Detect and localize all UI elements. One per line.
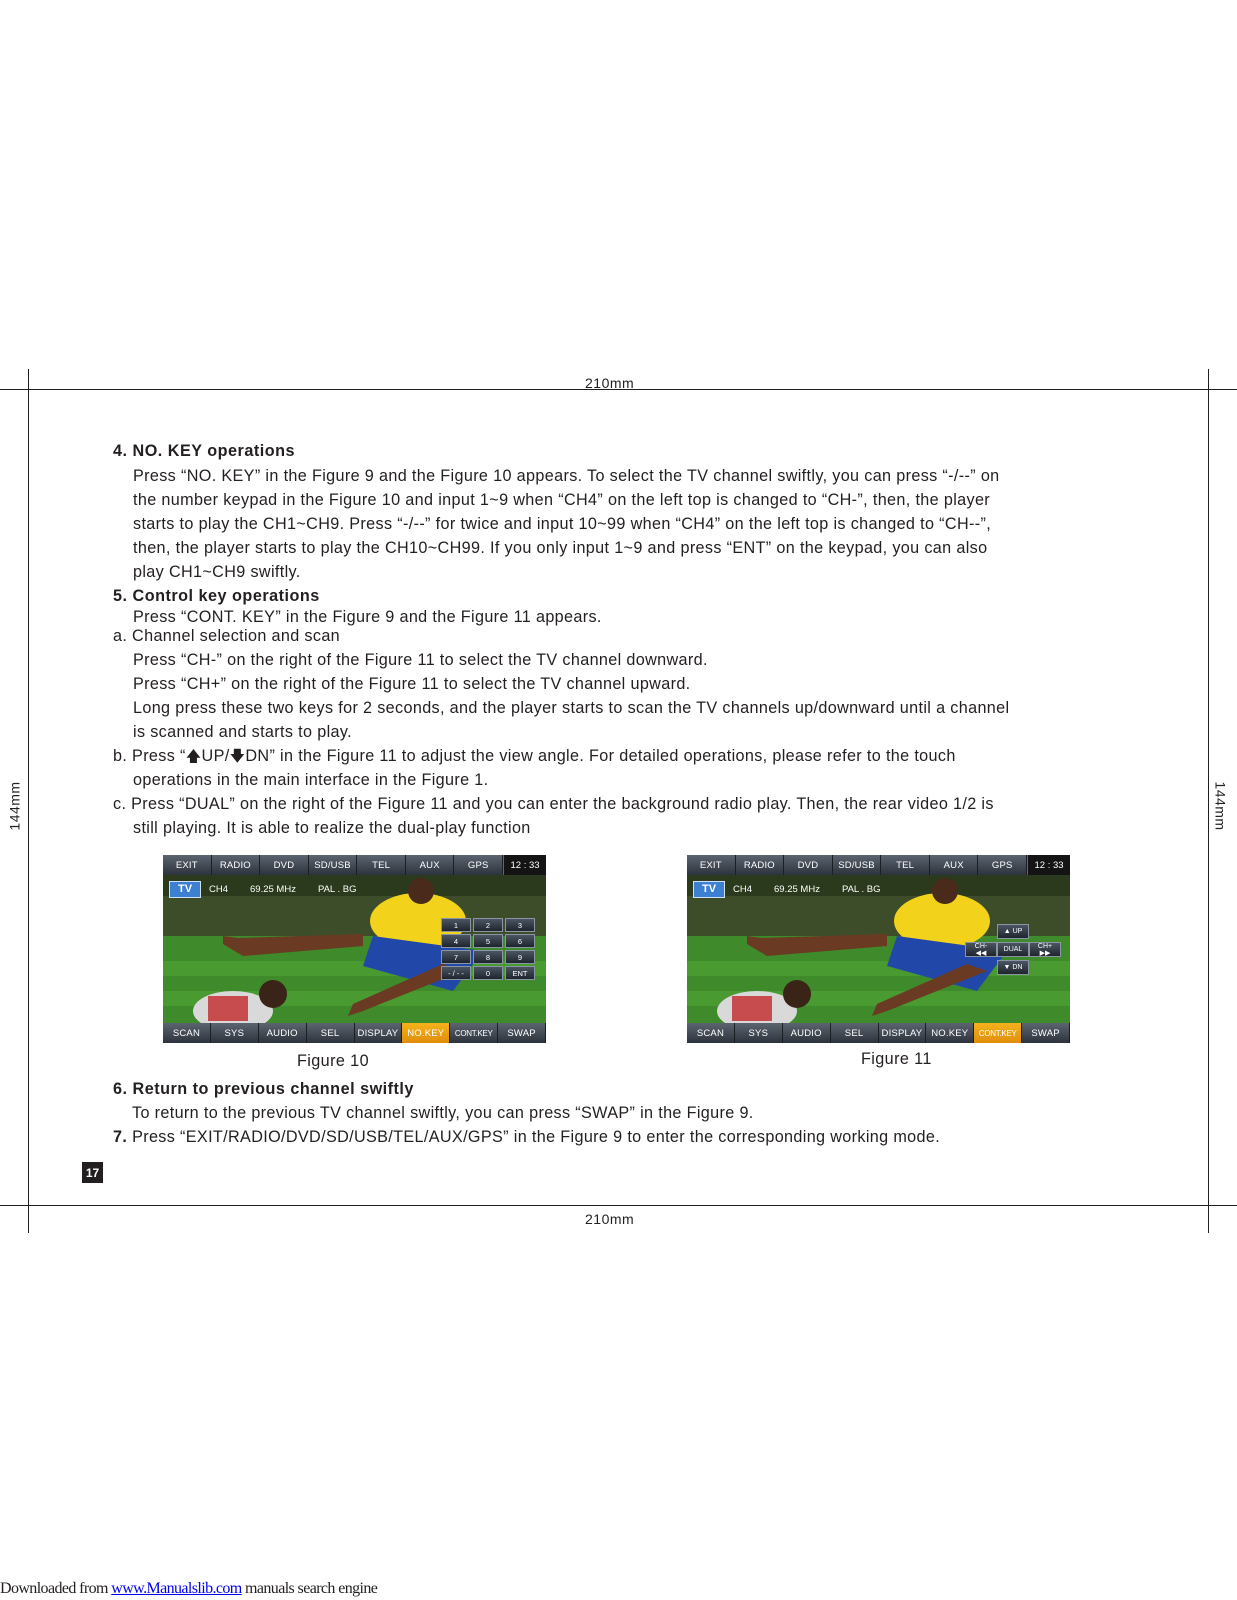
exit-button[interactable]: EXIT bbox=[163, 855, 212, 875]
key-9[interactable]: 9 bbox=[505, 950, 535, 964]
tel-button[interactable]: TEL bbox=[357, 855, 406, 875]
key-dash[interactable]: - / - - bbox=[441, 966, 471, 980]
ch-plus-button[interactable] bbox=[1029, 942, 1061, 957]
rewind-icon: ◀◀ bbox=[975, 949, 987, 957]
figure-11-caption: Figure 11 bbox=[861, 1050, 932, 1068]
footer-suffix: manuals search engine bbox=[241, 1580, 378, 1597]
section-5a-line: Press “CH+” on the right of the Figure 11 to select the TV channel upward. bbox=[133, 675, 691, 693]
section-5a-title: a. Channel selection and scan bbox=[113, 627, 341, 645]
clock: 12 : 33 bbox=[1027, 855, 1070, 875]
section-5b-line bbox=[113, 744, 956, 769]
tv-info-bar bbox=[693, 881, 903, 897]
sd-usb-button[interactable]: SD/USB bbox=[833, 855, 882, 875]
section-5a-line: Long press these two keys for 2 seconds, and the player starts to scan the TV channels up/downward until a channel bbox=[133, 699, 1010, 717]
manualslib-link[interactable]: www.Manualslib.com bbox=[111, 1580, 242, 1597]
section-5c-line2: still playing. It is able to realize the dual-play function bbox=[133, 819, 531, 837]
aux-button[interactable]: AUX bbox=[930, 855, 979, 875]
no-key-button[interactable]: NO.KEY bbox=[926, 1023, 974, 1043]
top-menu-bar bbox=[687, 855, 1070, 875]
audio-button[interactable]: AUDIO bbox=[783, 1023, 831, 1043]
section-5c-line1: c. Press “DUAL” on the right of the Figure 11 and you can enter the background radio play. Then, the rear video 1/2 is bbox=[113, 795, 994, 813]
section-5a-line: is scanned and starts to play. bbox=[133, 723, 352, 741]
section-4-line: starts to play the CH1~CH9. Press “-/--” for twice and input 10~99 when “CH4” on the left top is changed to “CH--”, bbox=[133, 515, 992, 533]
swap-button[interactable]: SWAP bbox=[498, 1023, 546, 1043]
bottom-rule bbox=[0, 1205, 1237, 1206]
section-4-line: Press “NO. KEY” in the Figure 9 and the Figure 10 appears. To select the TV channel swiftly, you can press “-/--” on bbox=[133, 467, 1000, 485]
key-3[interactable]: 3 bbox=[505, 918, 535, 932]
section-4-line: the number keypad in the Figure 10 and input 1~9 when “CH4” on the left top is changed to “CH-”, then, the player bbox=[133, 491, 991, 509]
frequency-label: 69.25 MHz bbox=[250, 883, 296, 895]
tv-logo: TV bbox=[693, 881, 725, 898]
section-6-line: To return to the previous TV channel swiftly, you can press “SWAP” in the Figure 9. bbox=[132, 1104, 754, 1122]
figure-10-screen bbox=[163, 855, 546, 1043]
section-5b-rest: DN” in the Figure 11 to adjust the view angle. For detailed operations, please refer to the touch bbox=[245, 747, 956, 765]
forward-icon: ▶▶ bbox=[1039, 949, 1051, 957]
sd-usb-button[interactable]: SD/USB bbox=[309, 855, 358, 875]
figure-11-screen bbox=[687, 855, 1070, 1043]
section-4-heading: 4. NO. KEY operations bbox=[113, 442, 296, 460]
system-label: PAL . BG bbox=[841, 883, 881, 895]
figure-10-caption: Figure 10 bbox=[297, 1052, 369, 1070]
no-key-button[interactable]: NO.KEY bbox=[402, 1023, 450, 1043]
sys-button[interactable]: SYS bbox=[211, 1023, 259, 1043]
arrow-up-icon: 🡅 bbox=[185, 748, 202, 765]
number-keypad bbox=[441, 918, 537, 980]
top-width-label: 210mm bbox=[585, 375, 635, 391]
section-4-line: then, the player starts to play the CH10~CH99. If you only input 1~9 and press “ENT” on the keypad, you can also bbox=[133, 539, 988, 557]
key-8[interactable]: 8 bbox=[473, 950, 503, 964]
gps-button[interactable]: GPS bbox=[454, 855, 503, 875]
page-number: 17 bbox=[82, 1162, 103, 1183]
section-7-text: Press “EXIT/RADIO/DVD/SD/USB/TEL/AUX/GPS” in the Figure 9 to enter the corresponding working mode. bbox=[132, 1128, 941, 1146]
up-button[interactable] bbox=[997, 924, 1029, 939]
section-5b-prefix: b. Press “ bbox=[113, 747, 186, 765]
section-5b-line2: operations in the main interface in the Figure 1. bbox=[133, 771, 489, 789]
scan-button[interactable]: SCAN bbox=[163, 1023, 211, 1043]
right-height-label: 144mm bbox=[1212, 781, 1229, 831]
bottom-menu-bar bbox=[163, 1023, 546, 1043]
section-4-line: play CH1~CH9 swiftly. bbox=[133, 563, 301, 581]
channel-label: CH4 bbox=[209, 883, 229, 895]
section-7-number: 7. bbox=[113, 1128, 128, 1146]
frequency-label: 69.25 MHz bbox=[774, 883, 820, 895]
scan-button[interactable]: SCAN bbox=[687, 1023, 735, 1043]
swap-button[interactable]: SWAP bbox=[1022, 1023, 1070, 1043]
key-0[interactable]: 0 bbox=[473, 966, 503, 980]
arrow-up-icon: ▲ bbox=[1003, 928, 1013, 935]
cont-key-button[interactable]: CONT.KEY bbox=[974, 1023, 1022, 1043]
sys-button[interactable]: SYS bbox=[735, 1023, 783, 1043]
left-rule bbox=[28, 369, 29, 1233]
dn-button[interactable] bbox=[997, 960, 1029, 975]
sel-button[interactable]: SEL bbox=[307, 1023, 355, 1043]
right-rule bbox=[1208, 369, 1209, 1233]
key-2[interactable]: 2 bbox=[473, 918, 503, 932]
ch-minus-label: CH- bbox=[974, 942, 988, 950]
system-label: PAL . BG bbox=[317, 883, 357, 895]
section-7-line bbox=[113, 1125, 940, 1149]
ch-plus-label: CH+ bbox=[1037, 942, 1053, 950]
top-menu-bar bbox=[163, 855, 546, 875]
aux-button[interactable]: AUX bbox=[406, 855, 455, 875]
channel-label: CH4 bbox=[733, 883, 753, 895]
display-button[interactable]: DISPLAY bbox=[879, 1023, 927, 1043]
section-5b-up: UP/ bbox=[201, 747, 230, 765]
audio-button[interactable]: AUDIO bbox=[259, 1023, 307, 1043]
bottom-menu-bar bbox=[687, 1023, 1070, 1043]
section-5-heading: 5. Control key operations bbox=[113, 587, 320, 605]
section-6-heading: 6. Return to previous channel swiftly bbox=[113, 1080, 414, 1098]
tv-logo: TV bbox=[169, 881, 201, 898]
key-ent[interactable]: ENT bbox=[505, 966, 535, 980]
key-4[interactable]: 4 bbox=[441, 934, 471, 948]
tv-info-bar bbox=[169, 881, 379, 897]
footer-prefix: Downloaded from bbox=[0, 1580, 112, 1597]
up-label: UP bbox=[1012, 928, 1023, 935]
tel-button[interactable]: TEL bbox=[881, 855, 930, 875]
arrow-down-icon: 🡇 bbox=[229, 748, 246, 765]
cont-key-button[interactable]: CONT.KEY bbox=[450, 1023, 498, 1043]
section-5-intro: Press “CONT. KEY” in the Figure 9 and the Figure 11 appears. bbox=[133, 608, 602, 626]
bottom-width-label: 210mm bbox=[585, 1211, 635, 1227]
key-1[interactable]: 1 bbox=[441, 918, 471, 932]
download-footer bbox=[0, 1580, 377, 1598]
dvd-button[interactable]: DVD bbox=[784, 855, 833, 875]
gps-button[interactable]: GPS bbox=[978, 855, 1027, 875]
clock: 12 : 33 bbox=[503, 855, 546, 875]
arrow-down-icon: ▼ bbox=[1003, 964, 1013, 971]
ch-minus-button[interactable] bbox=[965, 942, 997, 957]
sel-button[interactable]: SEL bbox=[831, 1023, 879, 1043]
dn-label: DN bbox=[1012, 964, 1023, 971]
key-7[interactable]: 7 bbox=[441, 950, 471, 964]
radio-button[interactable]: RADIO bbox=[736, 855, 785, 875]
dvd-button[interactable]: DVD bbox=[260, 855, 309, 875]
section-5a-line: Press “CH-” on the right of the Figure 11 to select the TV channel downward. bbox=[133, 651, 708, 669]
dual-button[interactable]: DUAL bbox=[997, 942, 1029, 957]
key-5[interactable]: 5 bbox=[473, 934, 503, 948]
exit-button[interactable]: EXIT bbox=[687, 855, 736, 875]
radio-button[interactable]: RADIO bbox=[212, 855, 261, 875]
display-button[interactable]: DISPLAY bbox=[355, 1023, 403, 1043]
left-height-label: 144mm bbox=[6, 781, 23, 831]
key-6[interactable]: 6 bbox=[505, 934, 535, 948]
